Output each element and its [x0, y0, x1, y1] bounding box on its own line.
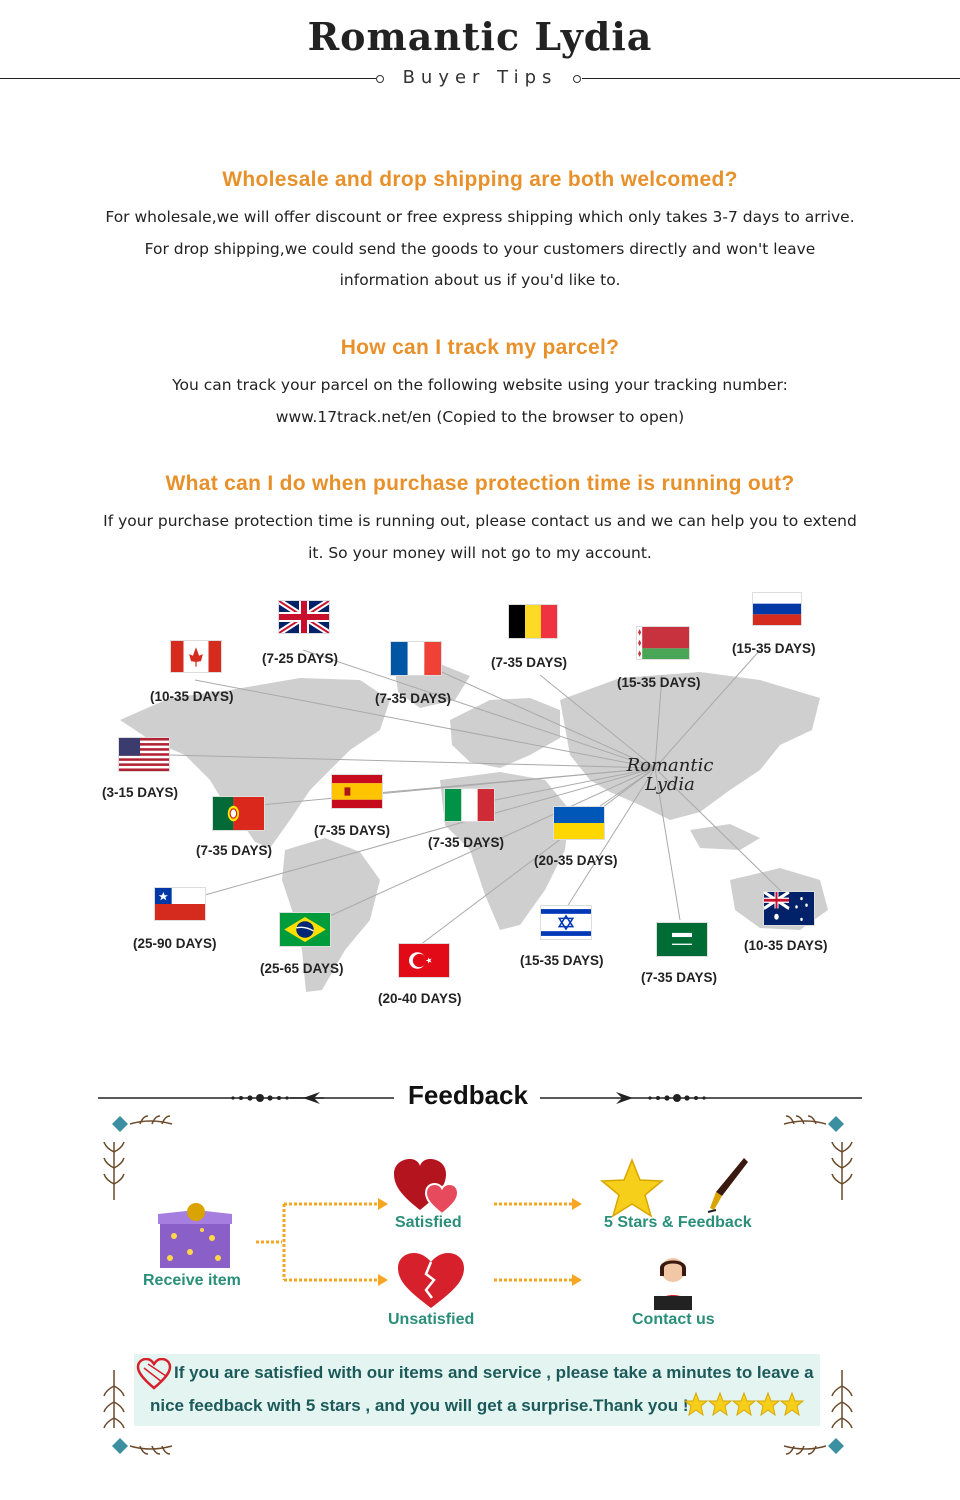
- australia-days: (10-35 DAYS): [744, 938, 828, 953]
- answer-line: For drop shipping,we could send the goods to your customers directly and won't leave: [144, 239, 816, 258]
- belarus-flag-icon: [636, 626, 690, 660]
- australia-flag-icon: [763, 891, 815, 926]
- unsatisfied-label: Unsatisfied: [388, 1311, 475, 1328]
- customer-service-icon: [650, 1254, 696, 1310]
- europe-landmass: [450, 698, 560, 768]
- russia-days: (15-35 DAYS): [732, 641, 816, 656]
- center-label-line1: Romantic: [626, 755, 714, 776]
- fountain-pen-icon: [704, 1156, 750, 1214]
- israel-days: (15-35 DAYS): [520, 953, 604, 968]
- divider-dot-right: [573, 75, 581, 83]
- feedback-note-line1: If you are satisfied with our items and service , please take a minutes to leave a: [174, 1363, 814, 1382]
- gift-box-icon: [156, 1200, 234, 1272]
- heart-sketch-icon: [136, 1358, 172, 1390]
- asia-landmass: [560, 672, 820, 820]
- uk-flag-icon: [278, 600, 330, 634]
- ukraine-flag-icon: [553, 806, 605, 840]
- receive-item-label: Receive item: [143, 1272, 241, 1289]
- faq-answer-wholesale: [60, 202, 900, 297]
- faq-answer-protection: [60, 506, 900, 569]
- belgium-days: (7-35 DAYS): [491, 655, 568, 670]
- brazil-days: (25-65 DAYS): [260, 961, 344, 976]
- feedback-note-line2: nice feedback with 5 stars , and you will get a surprise.Thank you !: [150, 1396, 689, 1415]
- contact-us-label: Contact us: [632, 1311, 715, 1328]
- belarus-days: (15-35 DAYS): [617, 675, 701, 690]
- faq-question-wholesale: Wholesale and drop shipping are both welcomed?: [222, 168, 738, 191]
- italy-flag-icon: [444, 788, 495, 822]
- five-stars-feedback-label: 5 Stars & Feedback: [604, 1214, 752, 1231]
- answer-line: For wholesale,we will offer discount or free express shipping which only takes 3-7 days to arrive.: [105, 208, 855, 226]
- map-center-label: [622, 756, 718, 794]
- turkey-flag-icon: [398, 943, 450, 978]
- answer-line: If your purchase protection time is running out, please contact us and we can help you to extend: [103, 512, 857, 530]
- italy-days: (7-35 DAYS): [428, 835, 505, 850]
- ukraine-days: (20-35 DAYS): [534, 853, 618, 868]
- saudi-arabia-days: (7-35 DAYS): [641, 970, 718, 985]
- answer-line: www.17track.net/en (Copied to the browser to open): [275, 407, 685, 426]
- turkey-days: (20-40 DAYS): [378, 991, 462, 1006]
- satisfied-label: Satisfied: [395, 1214, 462, 1231]
- chile-days: (25-90 DAYS): [133, 936, 217, 951]
- spain-flag-icon: [331, 774, 383, 809]
- chile-flag-icon: [154, 887, 206, 921]
- faq-answer-tracking: [60, 370, 900, 433]
- brand-title: Romantic Lydia: [307, 14, 653, 59]
- five-stars-rating-icon: [684, 1392, 806, 1418]
- portugal-flag-icon: [212, 796, 265, 831]
- usa-flag-icon: [118, 737, 170, 772]
- canada-days: (10-35 DAYS): [150, 689, 234, 704]
- brazil-flag-icon: [279, 912, 331, 947]
- broken-heart-icon: [396, 1252, 466, 1310]
- center-label-line2: Lydia: [645, 774, 695, 795]
- france-days: (7-35 DAYS): [375, 691, 452, 706]
- floral-ornament-top-right-icon: [776, 1112, 856, 1204]
- russia-flag-icon: [752, 592, 802, 626]
- faq-question-tracking: How can I track my parcel?: [340, 336, 620, 359]
- belgium-flag-icon: [508, 604, 558, 639]
- faq-question-protection: What can I do when purchase protection time is running out?: [165, 472, 795, 495]
- floral-ornament-top-left-icon: [100, 1112, 180, 1204]
- satisfied-hearts-icon: [392, 1158, 462, 1216]
- usa-days: (3-15 DAYS): [102, 785, 179, 800]
- saudi-arabia-flag-icon: [656, 922, 708, 957]
- header-divider-right: [582, 78, 960, 79]
- feedback-title: Feedback: [396, 1080, 540, 1111]
- israel-flag-icon: [540, 905, 592, 940]
- page-subtitle: Buyer Tips: [402, 67, 558, 88]
- star-icon: [600, 1158, 664, 1218]
- answer-line: You can track your parcel on the following website using your tracking number:: [172, 376, 788, 394]
- france-flag-icon: [390, 641, 442, 676]
- canada-flag-icon: [170, 640, 222, 673]
- spain-days: (7-35 DAYS): [314, 823, 391, 838]
- uk-days: (7-25 DAYS): [262, 651, 339, 666]
- answer-line: information about us if you'd like to.: [339, 271, 621, 289]
- answer-line: it. So your money will not go to my account.: [308, 543, 652, 562]
- portugal-days: (7-35 DAYS): [196, 843, 273, 858]
